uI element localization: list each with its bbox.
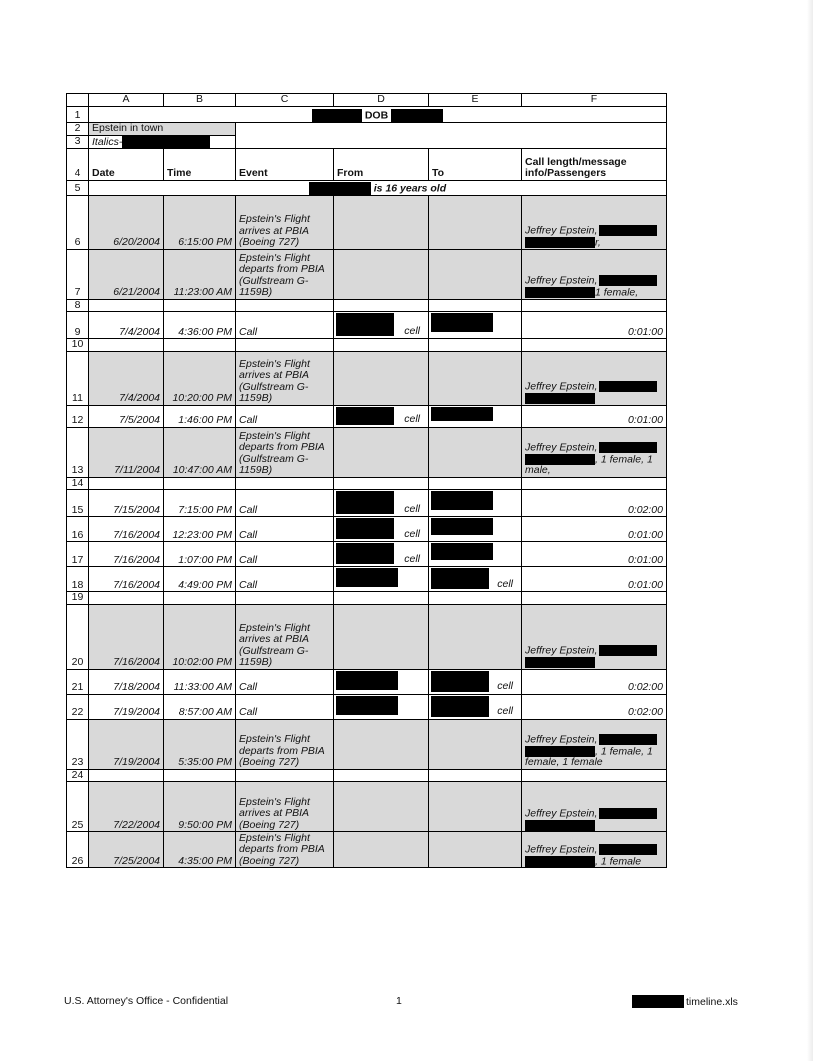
row-number: 17 bbox=[67, 542, 89, 567]
redaction-block bbox=[431, 313, 493, 332]
to-cell[interactable] bbox=[429, 542, 522, 567]
row-number: 16 bbox=[67, 517, 89, 542]
time-cell[interactable]: 1:46:00 PM bbox=[164, 405, 236, 427]
date-cell[interactable]: 7/25/2004 bbox=[89, 832, 164, 868]
table-row bbox=[67, 782, 667, 832]
spreadsheet-table bbox=[66, 93, 667, 868]
row-number: 13 bbox=[67, 427, 89, 477]
redaction-block bbox=[431, 696, 489, 717]
row-number: 15 bbox=[67, 490, 89, 517]
info-cell[interactable]: 0:01:00 bbox=[522, 517, 667, 542]
empty-cell[interactable] bbox=[334, 592, 429, 605]
empty-cell[interactable] bbox=[429, 592, 522, 605]
table-row bbox=[67, 312, 667, 339]
empty-cell[interactable] bbox=[164, 477, 236, 490]
time-cell[interactable]: 11:23:00 AM bbox=[164, 249, 236, 299]
empty-cell[interactable] bbox=[236, 477, 334, 490]
date-cell[interactable]: 7/4/2004 bbox=[89, 351, 164, 405]
row-number: 21 bbox=[67, 669, 89, 694]
info-cell[interactable] bbox=[522, 832, 667, 868]
table-row bbox=[67, 249, 667, 299]
date-cell[interactable]: 7/5/2004 bbox=[89, 405, 164, 427]
date-cell[interactable]: 7/15/2004 bbox=[89, 490, 164, 517]
empty-cell[interactable] bbox=[334, 477, 429, 490]
date-cell[interactable]: 7/22/2004 bbox=[89, 782, 164, 832]
row-number: 18 bbox=[67, 567, 89, 592]
footer-confidential: U.S. Attorney's Office - Confidential bbox=[64, 995, 229, 1007]
passenger-extra: , 1 female, 1 male, bbox=[525, 452, 653, 477]
to-cell[interactable] bbox=[429, 782, 522, 832]
empty-cell[interactable] bbox=[429, 477, 522, 490]
column-header-e[interactable]: E bbox=[429, 94, 522, 107]
row-number: 12 bbox=[67, 405, 89, 427]
passenger-name: Jeffrey Epstein, bbox=[525, 644, 598, 657]
to-cell[interactable] bbox=[429, 427, 522, 477]
from-cell[interactable] bbox=[334, 517, 429, 542]
to-cell[interactable] bbox=[429, 195, 522, 249]
age-note-cell[interactable] bbox=[89, 180, 667, 195]
redaction-block bbox=[431, 671, 489, 692]
redaction-block bbox=[431, 568, 489, 589]
table-row bbox=[67, 490, 667, 517]
row-2 bbox=[67, 122, 667, 135]
empty-cell[interactable] bbox=[236, 299, 334, 312]
empty-cell[interactable] bbox=[236, 122, 667, 148]
date-cell[interactable]: 6/21/2004 bbox=[89, 249, 164, 299]
age-note-text: is 16 years old bbox=[373, 182, 447, 195]
passenger-extra: r, bbox=[595, 236, 601, 249]
from-cell[interactable] bbox=[334, 832, 429, 868]
legend-italics-text: Italics- bbox=[92, 135, 123, 148]
header-time[interactable]: Time bbox=[164, 148, 236, 180]
empty-cell[interactable] bbox=[334, 769, 429, 782]
from-cell[interactable] bbox=[334, 694, 429, 719]
table-row bbox=[67, 195, 667, 249]
empty-cell[interactable] bbox=[164, 769, 236, 782]
phone-type-label: cell bbox=[404, 552, 420, 565]
time-cell[interactable]: 5:35:00 PM bbox=[164, 719, 236, 769]
to-cell[interactable] bbox=[429, 517, 522, 542]
time-cell[interactable]: 7:15:00 PM bbox=[164, 490, 236, 517]
to-cell[interactable] bbox=[429, 249, 522, 299]
table-row bbox=[67, 694, 667, 719]
table-row bbox=[67, 604, 667, 669]
passenger-name: Jeffrey Epstein, bbox=[525, 274, 598, 287]
phone-type-label: cell bbox=[404, 324, 420, 337]
header-date[interactable]: Date bbox=[89, 148, 164, 180]
date-cell[interactable]: 7/4/2004 bbox=[89, 312, 164, 339]
info-cell[interactable] bbox=[522, 427, 667, 477]
from-cell[interactable] bbox=[334, 249, 429, 299]
empty-cell[interactable] bbox=[164, 299, 236, 312]
time-cell[interactable]: 9:50:00 PM bbox=[164, 782, 236, 832]
redaction-block bbox=[431, 407, 493, 421]
redaction-block bbox=[336, 518, 394, 539]
row-number: 25 bbox=[67, 782, 89, 832]
passenger-extra: , 1 female, 1 female, 1 female bbox=[525, 744, 653, 769]
row-5 bbox=[67, 180, 667, 195]
to-cell[interactable] bbox=[429, 567, 522, 592]
redaction-block bbox=[599, 808, 657, 819]
row-number: 11 bbox=[67, 351, 89, 405]
row-number: 3 bbox=[67, 135, 89, 148]
dob-label: DOB bbox=[364, 108, 389, 121]
info-cell[interactable] bbox=[522, 719, 667, 769]
row-number: 22 bbox=[67, 694, 89, 719]
date-cell[interactable]: 7/16/2004 bbox=[89, 542, 164, 567]
info-cell[interactable]: 0:02:00 bbox=[522, 490, 667, 517]
redaction-block bbox=[431, 543, 493, 560]
redaction-block bbox=[312, 109, 362, 122]
to-cell[interactable] bbox=[429, 351, 522, 405]
event-cell[interactable]: Call bbox=[236, 542, 334, 567]
from-cell[interactable] bbox=[334, 351, 429, 405]
table-row bbox=[67, 351, 667, 405]
passenger-name: Jeffrey Epstein, bbox=[525, 733, 598, 745]
redaction-block bbox=[599, 225, 657, 236]
event-cell[interactable]: Epstein's Flight arrives at PBIA (Boeing 727) bbox=[236, 782, 334, 832]
redaction-block bbox=[336, 313, 394, 336]
empty-cell[interactable] bbox=[334, 299, 429, 312]
event-cell[interactable]: Epstein's Flight arrives at PBIA (Gulfstream G-1159B) bbox=[236, 604, 334, 669]
event-cell[interactable]: Epstein's Flight arrives at PBIA (Gulfstream G-1159B) bbox=[236, 351, 334, 405]
to-cell[interactable] bbox=[429, 832, 522, 868]
redaction-block bbox=[525, 393, 595, 404]
phone-type-label: cell bbox=[497, 577, 513, 590]
event-cell[interactable]: Epstein's Flight departs from PBIA (Boeing 727) bbox=[236, 832, 334, 868]
time-cell[interactable]: 4:49:00 PM bbox=[164, 567, 236, 592]
phone-type-label: cell bbox=[497, 705, 513, 718]
date-cell[interactable]: 7/19/2004 bbox=[89, 719, 164, 769]
redaction-block bbox=[525, 657, 595, 668]
column-header-f[interactable]: F bbox=[522, 94, 667, 107]
column-header-row bbox=[67, 94, 667, 107]
header-to[interactable]: To bbox=[429, 148, 522, 180]
time-cell[interactable]: 12:23:00 PM bbox=[164, 517, 236, 542]
to-cell[interactable] bbox=[429, 669, 522, 694]
column-header-b[interactable]: B bbox=[164, 94, 236, 107]
from-cell[interactable] bbox=[334, 312, 429, 339]
date-cell[interactable]: 7/18/2004 bbox=[89, 669, 164, 694]
table-row bbox=[67, 299, 667, 312]
footer-filename bbox=[632, 995, 738, 1008]
row-number: 5 bbox=[67, 180, 89, 195]
redaction-block bbox=[525, 856, 595, 867]
date-cell[interactable]: 7/16/2004 bbox=[89, 604, 164, 669]
info-cell[interactable]: 0:01:00 bbox=[522, 312, 667, 339]
time-cell[interactable]: 10:47:00 AM bbox=[164, 427, 236, 477]
row-number: 2 bbox=[67, 122, 89, 135]
time-cell[interactable]: 10:20:00 PM bbox=[164, 351, 236, 405]
redaction-block bbox=[525, 454, 595, 465]
table-row bbox=[67, 517, 667, 542]
row-number: 1 bbox=[67, 106, 89, 122]
column-header-c[interactable]: C bbox=[236, 94, 334, 107]
empty-cell[interactable] bbox=[429, 339, 522, 352]
info-cell[interactable] bbox=[522, 604, 667, 669]
from-cell[interactable] bbox=[334, 405, 429, 427]
event-cell[interactable]: Call bbox=[236, 567, 334, 592]
redaction-block bbox=[336, 696, 398, 715]
legend-epstein-in-town[interactable]: Epstein in town bbox=[89, 122, 236, 135]
table-row bbox=[67, 567, 667, 592]
time-cell[interactable]: 10:02:00 PM bbox=[164, 604, 236, 669]
row-number: 24 bbox=[67, 769, 89, 782]
row-number: 7 bbox=[67, 249, 89, 299]
time-cell[interactable]: 4:36:00 PM bbox=[164, 312, 236, 339]
passenger-name: Jeffrey Epstein, bbox=[525, 380, 598, 393]
redaction-block bbox=[336, 491, 394, 514]
from-cell[interactable] bbox=[334, 542, 429, 567]
redaction-block bbox=[122, 136, 210, 148]
phone-type-label: cell bbox=[404, 502, 420, 515]
event-cell[interactable]: Call bbox=[236, 490, 334, 517]
redaction-block bbox=[431, 491, 493, 510]
from-cell[interactable] bbox=[334, 490, 429, 517]
row-number: 6 bbox=[67, 195, 89, 249]
row-number: 9 bbox=[67, 312, 89, 339]
info-cell[interactable] bbox=[522, 195, 667, 249]
table-row bbox=[67, 542, 667, 567]
redaction-block bbox=[336, 671, 398, 690]
empty-cell[interactable] bbox=[89, 477, 164, 490]
redaction-block bbox=[599, 442, 657, 453]
info-cell[interactable] bbox=[522, 351, 667, 405]
date-cell[interactable]: 7/11/2004 bbox=[89, 427, 164, 477]
empty-cell[interactable] bbox=[522, 592, 667, 605]
info-cell[interactable]: 0:02:00 bbox=[522, 694, 667, 719]
phone-type-label: cell bbox=[404, 527, 420, 540]
empty-cell[interactable] bbox=[89, 299, 164, 312]
row-number: 23 bbox=[67, 719, 89, 769]
empty-cell[interactable] bbox=[89, 769, 164, 782]
to-cell[interactable] bbox=[429, 719, 522, 769]
time-cell[interactable]: 4:35:00 PM bbox=[164, 832, 236, 868]
table-row bbox=[67, 832, 667, 868]
event-cell[interactable]: Epstein's Flight departs from PBIA (Gulfstream G-1159B) bbox=[236, 427, 334, 477]
redaction-block bbox=[525, 237, 595, 248]
empty-cell[interactable] bbox=[164, 339, 236, 352]
redaction-block bbox=[599, 381, 657, 392]
table-row bbox=[67, 719, 667, 769]
redaction-block bbox=[336, 407, 394, 425]
date-cell[interactable]: 7/19/2004 bbox=[89, 694, 164, 719]
row-number: 26 bbox=[67, 832, 89, 868]
phone-type-label: cell bbox=[404, 413, 420, 426]
redaction-block bbox=[431, 518, 493, 535]
info-cell[interactable]: 0:01:00 bbox=[522, 405, 667, 427]
table-row bbox=[67, 405, 667, 427]
event-cell[interactable]: Epstein's Flight arrives at PBIA (Boeing 727) bbox=[236, 195, 334, 249]
event-cell[interactable]: Call bbox=[236, 517, 334, 542]
from-cell[interactable] bbox=[334, 604, 429, 669]
row-number: 8 bbox=[67, 299, 89, 312]
row-number: 4 bbox=[67, 148, 89, 180]
event-cell[interactable]: Call bbox=[236, 405, 334, 427]
table-row bbox=[67, 669, 667, 694]
empty-cell[interactable] bbox=[522, 769, 667, 782]
redaction-block bbox=[599, 844, 657, 855]
empty-cell[interactable] bbox=[236, 592, 334, 605]
date-cell[interactable]: 7/16/2004 bbox=[89, 567, 164, 592]
time-cell[interactable]: 1:07:00 PM bbox=[164, 542, 236, 567]
column-header-d[interactable]: D bbox=[334, 94, 429, 107]
from-cell[interactable] bbox=[334, 782, 429, 832]
phone-type-label: cell bbox=[497, 680, 513, 693]
empty-cell[interactable] bbox=[429, 299, 522, 312]
passenger-name: Jeffrey Epstein, bbox=[525, 441, 598, 453]
empty-cell[interactable] bbox=[522, 339, 667, 352]
footer-file-text: timeline.xls bbox=[686, 995, 738, 1008]
table-row bbox=[67, 427, 667, 477]
passenger-name: Jeffrey Epstein, bbox=[525, 807, 598, 819]
data-rows bbox=[67, 195, 667, 868]
to-cell[interactable] bbox=[429, 490, 522, 517]
info-cell[interactable] bbox=[522, 782, 667, 832]
table-row bbox=[67, 592, 667, 605]
redaction-block bbox=[391, 109, 443, 122]
table-row bbox=[67, 339, 667, 352]
to-cell[interactable] bbox=[429, 694, 522, 719]
passenger-extra: 1 female, bbox=[595, 286, 639, 299]
page-edge bbox=[807, 0, 813, 1061]
info-cell[interactable]: 0:02:00 bbox=[522, 669, 667, 694]
time-cell[interactable]: 8:57:00 AM bbox=[164, 694, 236, 719]
empty-cell[interactable] bbox=[522, 477, 667, 490]
empty-cell[interactable] bbox=[89, 339, 164, 352]
redaction-block bbox=[599, 645, 657, 656]
passenger-name: Jeffrey Epstein, bbox=[525, 224, 598, 237]
empty-cell[interactable] bbox=[236, 769, 334, 782]
event-cell[interactable]: Call bbox=[236, 312, 334, 339]
info-cell[interactable]: 0:01:00 bbox=[522, 542, 667, 567]
time-cell[interactable]: 6:15:00 PM bbox=[164, 195, 236, 249]
empty-cell[interactable] bbox=[236, 339, 334, 352]
column-header-a[interactable]: A bbox=[89, 94, 164, 107]
time-cell[interactable]: 11:33:00 AM bbox=[164, 669, 236, 694]
table-row bbox=[67, 477, 667, 490]
redaction-block bbox=[336, 568, 398, 587]
empty-cell[interactable] bbox=[429, 769, 522, 782]
header-event[interactable]: Event bbox=[236, 148, 334, 180]
from-cell[interactable] bbox=[334, 719, 429, 769]
dob-cell[interactable] bbox=[89, 106, 667, 122]
redaction-block bbox=[336, 543, 394, 564]
corner-cell[interactable] bbox=[67, 94, 89, 107]
redaction-block bbox=[309, 182, 371, 195]
redaction-block bbox=[599, 734, 657, 745]
event-cell[interactable]: Call bbox=[236, 694, 334, 719]
event-cell[interactable]: Epstein's Flight departs from PBIA (Boeing 727) bbox=[236, 719, 334, 769]
header-row bbox=[67, 148, 667, 180]
redaction-block bbox=[525, 287, 595, 298]
from-cell[interactable] bbox=[334, 427, 429, 477]
row-number: 20 bbox=[67, 604, 89, 669]
to-cell[interactable] bbox=[429, 312, 522, 339]
passenger-extra: , 1 female bbox=[595, 854, 642, 867]
from-cell[interactable] bbox=[334, 669, 429, 694]
row-number: 14 bbox=[67, 477, 89, 490]
empty-cell[interactable] bbox=[89, 592, 164, 605]
date-cell[interactable]: 7/16/2004 bbox=[89, 517, 164, 542]
header-info[interactable]: Call length/message info/Passengers bbox=[522, 148, 667, 180]
row-number: 10 bbox=[67, 339, 89, 352]
redaction-block bbox=[525, 746, 595, 757]
passenger-name: Jeffrey Epstein, bbox=[525, 843, 598, 855]
from-cell[interactable] bbox=[334, 567, 429, 592]
to-cell[interactable] bbox=[429, 604, 522, 669]
footer-page-number: 1 bbox=[396, 995, 402, 1007]
row-1 bbox=[67, 106, 667, 122]
info-cell[interactable]: 0:01:00 bbox=[522, 567, 667, 592]
legend-italics[interactable] bbox=[89, 135, 236, 148]
event-cell[interactable]: Call bbox=[236, 669, 334, 694]
date-cell[interactable]: 6/20/2004 bbox=[89, 195, 164, 249]
from-cell[interactable] bbox=[334, 195, 429, 249]
header-from[interactable]: From bbox=[334, 148, 429, 180]
to-cell[interactable] bbox=[429, 405, 522, 427]
empty-cell[interactable] bbox=[164, 592, 236, 605]
redaction-block bbox=[599, 275, 657, 286]
empty-cell[interactable] bbox=[334, 339, 429, 352]
redaction-block bbox=[632, 995, 684, 1008]
info-cell[interactable] bbox=[522, 249, 667, 299]
empty-cell[interactable] bbox=[522, 299, 667, 312]
redaction-block bbox=[525, 820, 595, 831]
row-number: 19 bbox=[67, 592, 89, 605]
table-row bbox=[67, 769, 667, 782]
event-cell[interactable]: Epstein's Flight departs from PBIA (Gulfstream G-1159B) bbox=[236, 249, 334, 299]
